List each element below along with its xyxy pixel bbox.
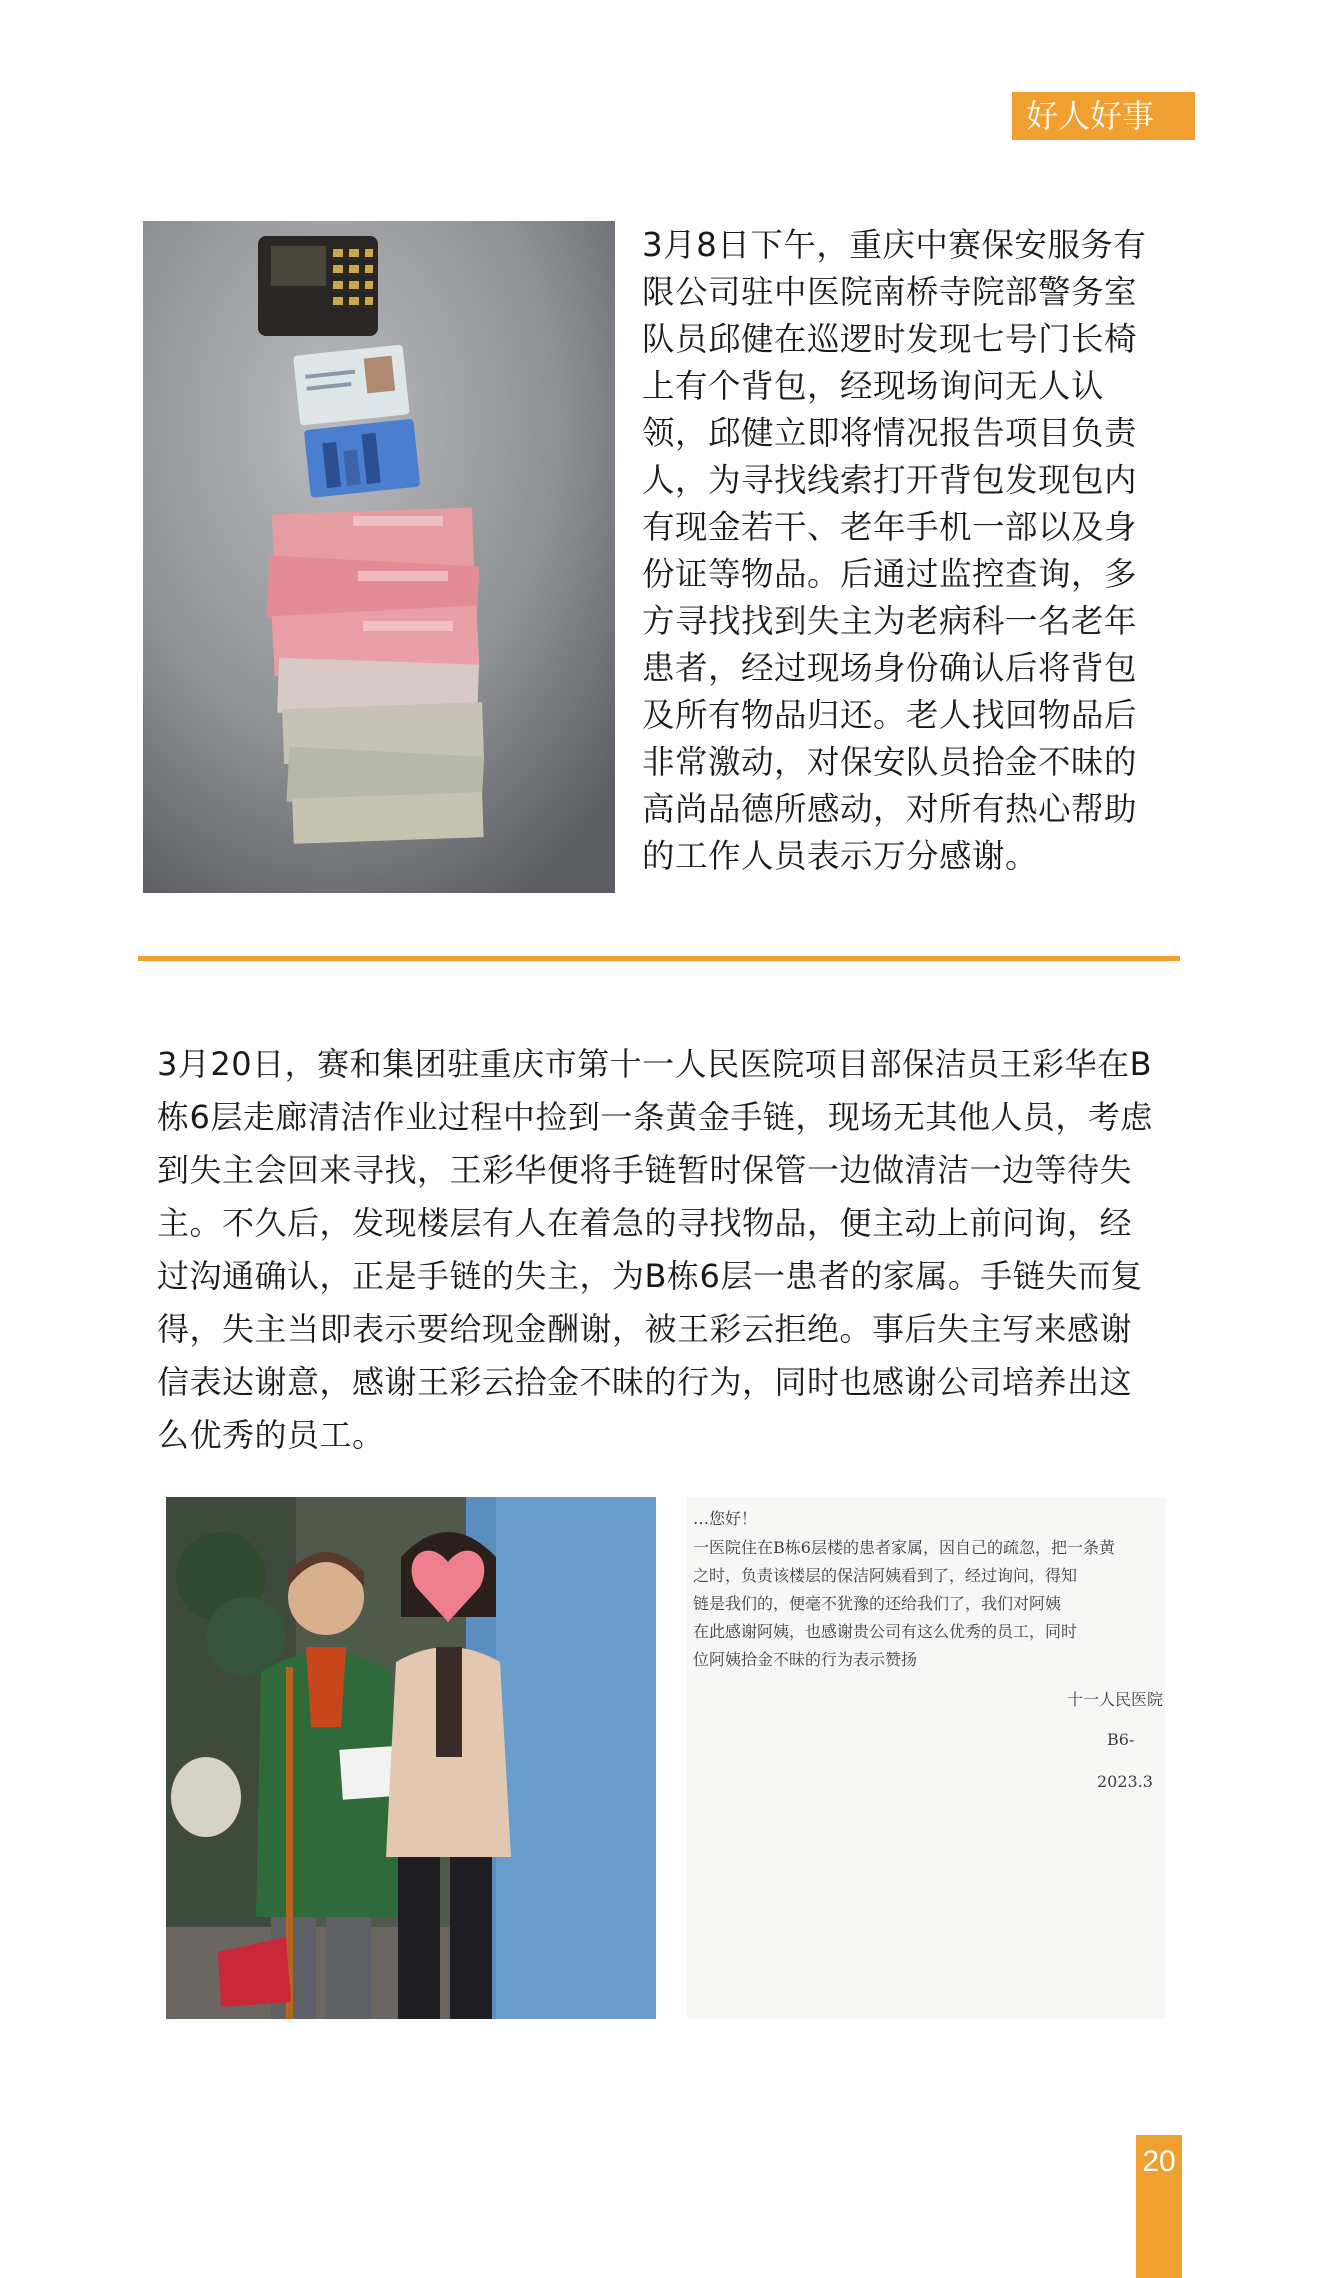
cleaner-owner-photo xyxy=(166,1497,656,2019)
found-items-photo xyxy=(143,221,615,893)
story2-text: 3月20日，赛和集团驻重庆市第十一人民医院项目部保洁员王彩华在B栋6层走廊清洁作业过程中捡到一条黄金手链，现场无其他人员，考虑到失主会回来寻找，王彩华便将手链暂时保管一边做清洁一边等待失主。不久后，发现楼层有人在着急的寻找物品，便主动上前问询，经过沟通确认，正是手链的失主，为B栋6层一患者的家属。手链失而复得，失主当即表示要给现金酬谢，被王彩云拒绝。事后失主写来感谢信表达谢意，感谢王彩云拾金不昧的行为，同时也感谢公司培养出这么优秀的员工。 xyxy=(157,1045,1153,1454)
letter-line: 之时，负责该楼层的保洁阿姨看到了，经过询问，得知 xyxy=(693,1566,1078,1585)
letter-signature: 2023.3 xyxy=(1097,1772,1153,1791)
thank-you-letter-photo xyxy=(687,1497,1165,2019)
cash-icon xyxy=(266,508,484,844)
section-divider xyxy=(138,956,1180,961)
letter-line: …您好！ xyxy=(693,1509,758,1528)
letter-line: 在此感谢阿姨，也感谢贵公司有这么优秀的员工，同时 xyxy=(693,1622,1078,1641)
section-tag: 好人好事 xyxy=(1012,92,1195,140)
letter-signature: B6- xyxy=(1107,1730,1135,1749)
letter-signature: 十一人民医院 xyxy=(1067,1690,1164,1709)
story1-text: 3月8日下午，重庆中赛保安服务有限公司驻中医院南桥寺院部警务室队员邱健在巡逻时发现七号门长椅上有个背包，经现场询问无人认领，邱健立即将情况报告项目负责人，为寻找线索打开背包发现包内有现金若干、老年手机一部以及身份证等物品。后通过监控查询，多方寻找找到失主为老病科一名老年患者，经过现场身份确认后将背包及所有物品归还。老人找回物品后非常激动，对保安队员拾金不昧的高尚品德所感动，对所有热心帮助的工作人员表示万分感谢。 xyxy=(642,226,1147,875)
letter-line: 位阿姨拾金不昧的行为表示赞扬 xyxy=(693,1650,918,1669)
phone-icon xyxy=(258,236,378,336)
letter-line: 链是我们的，便毫不犹豫的还给我们了，我们对阿姨 xyxy=(693,1594,1062,1613)
page-number: 20 xyxy=(1136,2135,1182,2278)
letter-line: 一医院住在B栋6层楼的患者家属，因自己的疏忽，把一条黄 xyxy=(693,1538,1115,1557)
